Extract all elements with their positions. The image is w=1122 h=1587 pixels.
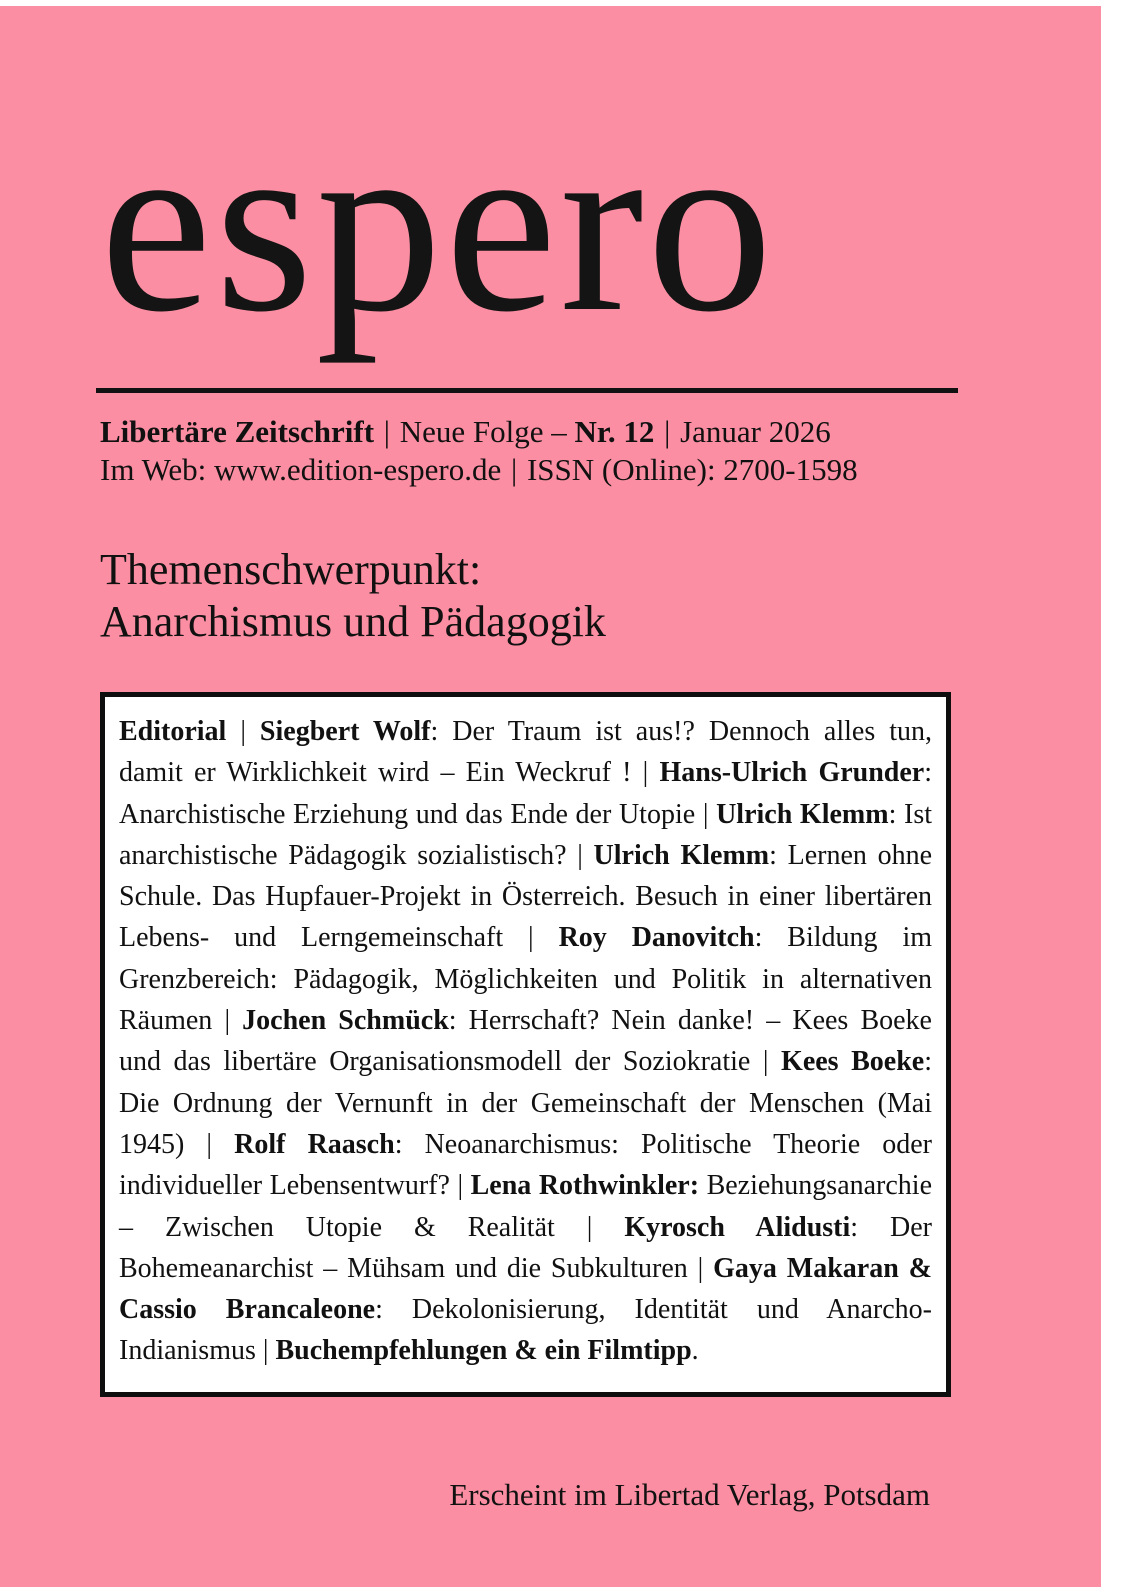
contents-separator: | — [226, 716, 260, 747]
issue-info — [100, 413, 858, 489]
contents-author: Ulrich Klemm — [593, 839, 770, 871]
contents-author: Editorial — [119, 716, 227, 747]
publisher-line: Erscheint im Libertad Verlag, Potsdam — [449, 1477, 930, 1512]
contents-box — [100, 692, 951, 1397]
contents-separator: | — [554, 1211, 625, 1243]
contents-list — [119, 711, 932, 1372]
contents-author: Gaya Makaran & Cassio Brancaleone — [119, 1252, 932, 1326]
contents-article-title: : Herrschaft? Nein danke! – Kees Boeke und das libertäre Organisationsmodell der Soziokratie — [119, 1005, 932, 1078]
contents-article-title: : Neoanarchismus: Politische Theorie oder individueller Lebensentwurf? — [119, 1128, 932, 1202]
separator: | — [383, 414, 391, 449]
issn: ISSN (Online): 2700-1598 — [526, 452, 858, 487]
separator: | — [664, 414, 671, 449]
contents-separator: | — [695, 798, 717, 830]
contents-author: Hans-Ulrich Grunder — [659, 757, 925, 789]
contents-article-title: : Dekolonisierung, Identität und Anarcho-Indianismus — [119, 1294, 932, 1367]
journal-type: Libertäre Zeitschrift — [100, 414, 375, 449]
contents-article-title: : Bildung im Grenzbereich: Pädagogik, Möglichkeiten und Politik in alternativen Räumen — [119, 922, 933, 1037]
title-rule — [96, 388, 958, 393]
contents-separator: | — [750, 1046, 782, 1078]
issue-info-line-2 — [100, 451, 858, 489]
contents-author: Kyrosch Alidusti — [624, 1211, 851, 1243]
theme-label: Themenschwerpunkt: — [100, 545, 482, 594]
journal-title: espero — [100, 84, 776, 364]
contents-separator: | — [449, 1170, 471, 1202]
contents-article-title: : Die Ordnung der Vernunft in der Gemeinschaft der Menschen (Mai 1945) — [119, 1046, 933, 1160]
contents-separator: | — [255, 1335, 276, 1367]
contents-article-title: : Der Traum ist aus!? Dennoch alles tun, damit er Wirklichkeit wird – Ein Weckruf ! — [119, 716, 932, 789]
issue-info-line-1 — [100, 413, 858, 451]
contents-separator: | — [503, 922, 559, 954]
contents-author: Buchempfehlungen & ein Filmtipp — [275, 1335, 692, 1367]
theme-heading — [100, 544, 606, 648]
contents-author: Siegbert Wolf — [259, 716, 431, 747]
contents-separator: | — [687, 1252, 714, 1284]
contents-author: Roy Danovitch — [558, 922, 755, 954]
series-label: Neue Folge – — [399, 414, 567, 449]
issue-date: Januar 2026 — [680, 414, 831, 449]
contents-article-title: Beziehungsanarchie – Zwischen Utopie & Realität — [119, 1170, 933, 1243]
web-url: www.edition-espero.de — [214, 452, 502, 487]
contents-separator: | — [566, 839, 594, 871]
contents-author: Jochen Schmück — [242, 1005, 449, 1037]
journal-cover — [0, 6, 1101, 1587]
contents-article-title: : Anarchistische Erziehung und das Ende der Utopie — [119, 757, 933, 830]
contents-author: Ulrich Klemm — [716, 798, 889, 830]
contents-author: Rolf Raasch — [234, 1128, 395, 1160]
contents-article-title: : Der Bohemeanarchist – Mühsam und die Subkulturen — [119, 1211, 932, 1284]
contents-end-mark: . — [691, 1335, 699, 1367]
contents-article-title: : Lernen ohne Schule. Das Hupfauer-Projekt in Österreich. Besuch in einer libertären Lebens- und Lerngemeinschaft — [119, 839, 933, 954]
contents-article-title: : Ist anarchistische Pädagogik sozialistisch? — [119, 798, 933, 871]
web-label: Im Web: — [100, 452, 207, 487]
contents-author: Lena Rothwinkler: — [470, 1170, 700, 1202]
separator: | — [511, 452, 518, 487]
contents-separator: | — [212, 1005, 243, 1037]
contents-separator: | — [184, 1128, 235, 1160]
contents-author: Kees Boeke — [781, 1046, 925, 1078]
theme-topic: Anarchismus und Pädagogik — [100, 597, 606, 646]
contents-separator: | — [631, 757, 660, 789]
issue-number: Nr. 12 — [574, 414, 655, 449]
